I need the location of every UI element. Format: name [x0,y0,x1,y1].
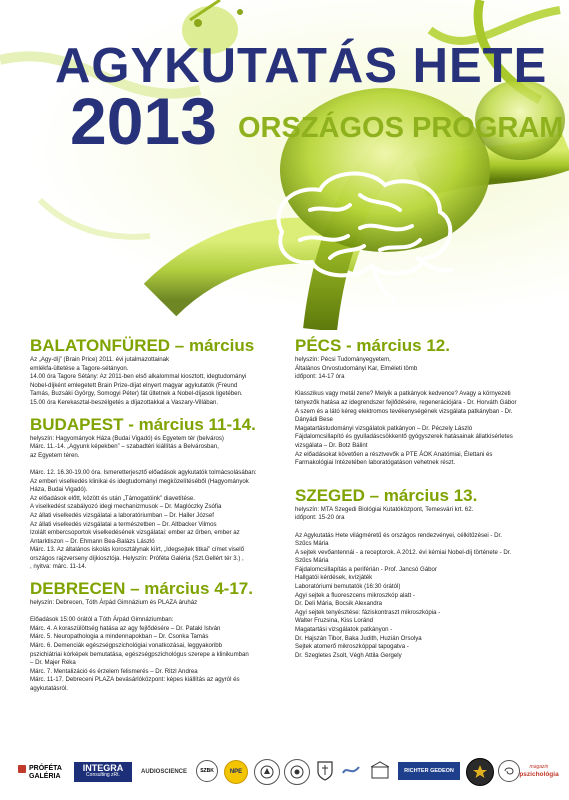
program-section-szeged [295,486,545,661]
program-line: 14.00 óra Tagore Sétány: Az 2011-ben első alkalommal kiosztott, idegtudományi [30,373,247,381]
program-line: Hallgatói kérdések, kvízjáték [295,574,373,582]
program-line: Klasszikus vagy metál zene? Melyik a patkányok kedvence? Avagy a környezeti [295,390,511,398]
richter-gedeon-logo [398,762,460,780]
program-line: Laboratóriumi bemutatók (16:30 órától) [295,583,401,591]
program-line: Agyi sejtek tenyésztése: fáziskontraszt mikroszkópia - [295,608,441,616]
program-line: Márc. 6. Demenciák egészségpszichológiai vonatkozásai, leggyakoribb [30,642,223,650]
program-line: Tamás, Buzsáki György, Somogyi Péter) fát ültetnek a Nobel-díjasok ligetében. [30,390,243,398]
program-section-balatonfured [30,336,278,408]
program-line: Fájdalomcsillapítás a periférián - Prof. Jancsó Gábor [295,565,437,573]
program-line: Magatartástudományi vizsgálatok patkányon – Dr. Péczely László [295,424,473,432]
program-line: emlékfa-ültetése a Tagore-sétányon. [30,364,129,372]
organization-logo [340,760,362,782]
logo-text: GALÉRIA [29,772,61,780]
logo-text: pszichológia [519,771,559,778]
logo-text: NPE [229,768,243,775]
seal-logo [254,759,280,785]
program-line: Dányádi Bese [295,416,333,424]
program-section-budapest [30,415,278,573]
program-line: tényezők hatása az idegrendszer fejlődésére, regenerációjára - Dr. Horváth Gábor [295,398,517,406]
program-line: Háza, Budai Vigadó). [30,486,88,494]
logo-text: magazin [529,764,549,770]
city-heading: DEBRECEN – március 4-17. [30,579,253,599]
program-line: Magatartási vizsgálatok patkányon - [295,626,393,634]
logo-text: PRÓFÉTA [29,765,62,772]
wave-icon [341,761,361,781]
logo-text: AUDIOSCIENCE [140,768,187,775]
program-line: Fájdalomcsillapító és gyulladáscsökkentő gyógyszerek hatásainak állatkísérletes [295,433,513,441]
program-line: vizsgálata – Dr. Botz Bálint [295,441,368,449]
program-line: helyszín: Pécsi Tudományegyetem, [295,356,391,363]
program-line: A sejtek vevőantennái - a receptorok. A 2012. évi kémiai Nobel-díj története - Dr. [295,548,512,556]
program-line: helyszín: Debrecen, Tóth Árpád Gimnázium és PLAZA áruház [30,599,198,607]
program-line: Nobel-díjként emlegetett Brain Prize-díjat elnyert magyar agykutatók (Freund [30,381,238,389]
shield-logo [314,758,336,784]
magazin-pszichologia-logo [519,760,559,782]
program-line: Antarktiszon – Dr. Ehmann Bea-Balázs László [30,537,155,545]
program-line: Az állati viselkedés vizsgálatai a természetben – Dr. Altbacker Vilmos [30,520,217,528]
program-line: Dr. Szegletes Zsolt, Végh Attila Gergely [295,651,402,659]
shield-icon [316,760,334,782]
star-icon [471,763,489,781]
program-line: 15.00 óra Kerekasztal-beszélgetés a díjazottakkal a Vaszary-Villában. [30,398,219,406]
program-line: , nyitva: márc. 11-14. [30,563,87,571]
title-year: 2013 [70,84,217,158]
city-heading: BUDAPEST - március 11-14. [30,414,256,434]
program-section-debrecen [30,579,278,694]
logo-text: SZBK [200,767,214,774]
program-line: időpont: 14-17 óra [295,373,345,381]
program-line: agykutatásról. [30,685,68,692]
program-line [30,460,278,469]
program-line: időpont: 15-20 óra [295,514,345,522]
program-line: Márc. 12. 16.30-19.00 óra. Ismeretterjesztő előadások agykutatók tolmácsolásában: [30,468,257,476]
program-line: az Egyetem téren. [30,451,80,459]
program-line: Márc. 13. Az általános iskolás korosztálynak kiírt, „Idegsejtek titkai” címet viselő [30,546,245,554]
program-section-pecs [295,336,545,468]
program-line: Az „Agy-díj” (Brain Price) 2011. évi jutalmazottainak [30,356,170,363]
badge-logo [466,758,494,786]
logo-mark-icon [18,765,26,773]
program-line [295,523,545,532]
program-line: Márc. 5. Neuropathologia a mindennapokban – Dr. Csonka Tamás [30,633,209,641]
program-line: Izolált embercsoportok viselkedésének vizsgálatai: ember az űrben, ember az [30,529,240,537]
program-line: Márc. 7. Mentalizáció és érzelem felismerés – Dr. Ritzl Andrea [30,667,198,675]
left-column [30,336,278,694]
program-line: A szem és a látó kéreg elektromos tevékenységének vizsgálata patkányban - Dr. [295,407,513,415]
program-line: Márc. 4. A koraszülöttség hatása az agy fejlődésére – Dr. Pataki István [30,624,221,632]
page-title: AGYKUTATÁS HETE [55,39,548,93]
program-line: pszichiátriai kórképek bemutatása, egészségpszichológus szerepe a klinikumban [30,650,249,658]
program-line: Az állati viselkedés vizsgálatai a laboratóriumban – Dr. Haller József [30,511,214,519]
program-line [295,382,545,391]
audioscience-logo [138,760,190,784]
city-heading: PÉCS - március 12. [295,336,450,355]
logo-text: Consulting zRt. [86,772,120,778]
logo-text: RICHTER GEDEON [404,767,454,774]
crest-icon [259,764,275,780]
institute-logo [368,760,392,782]
loop-icon [502,764,516,778]
program-line [30,608,278,617]
program-line: Sejtek atomerő mikroszkóppal tapogatva - [295,643,409,651]
program-line: Előadások 15:00 órától a Tóth Árpád Gimnáziumban: [30,616,174,624]
program-line: országos rajzverseny díjkiosztója. Helyszín: Próféta Galéria (Szt.Gellért tér 3.) , [30,554,244,562]
program-line: Szűcs Mária [295,540,329,548]
program-line: helyszín: MTA Szegedi Biológiai Kutatóközpont, Temesvári krt. 62. [295,505,474,513]
sponsor-logos [18,752,559,792]
program-line: Az emberi viselkedés klinikai és idegtudományi megközelítéséből (Hagyományok [30,477,249,485]
city-heading: BALATONFÜRED – március [30,336,255,355]
szbk-logo [196,760,218,782]
program-line: Farmakológiai Intézetében laboratógatáson vehetnek részt. [295,459,456,467]
npe-logo [224,760,248,784]
city-heading: SZEGED – március 13. [295,485,478,505]
program-line: Márc. 11-17. Debreceni PLAZA bevásárlóközpont: képes kiállítás az agyról és [30,676,240,684]
program-line: Agyi sejtek a fluoreszcens mikroszkóp alatt - [295,591,415,599]
program-line: – Dr. Majer Réka [30,659,76,667]
right-column [295,336,545,660]
program-line: Az előadások előtt, között és után „Támogatóink” diavetítése. [30,494,195,502]
integra-logo [74,762,132,782]
circle-logo [498,760,520,782]
program-line: Általános Orvostudományi Kar, Elméleti tömb [295,364,418,372]
profeta-galeria-logo [18,760,64,784]
building-icon [369,761,391,781]
logo-text: INTEGRA [82,763,124,773]
program-line: Az előadásokat követően a résztvevők a PTE ÁOK Anatómiai, Élettani és [295,450,493,458]
university-seal-logo [284,759,310,785]
header-artwork [0,0,569,330]
program-line: Szűcs Mária [295,557,329,565]
program-line: Walter Fruzsina, Kiss Loránd [295,617,374,625]
program-line: Dr. Deli Mária, Bocsik Alexandra [295,600,383,608]
program-line: A viselkedést szabályozó idegi mechanizmusok – Dr. Maglóczky Zsófia [30,503,222,511]
program-line: Az Agykutatás Hete világméretű és országos rendezvényei, célkitűzései - Dr. [295,531,502,539]
title-subtitle: ORSZÁGOS PROGRAM [238,112,564,144]
program-line: helyszín: Hagyományok Háza (Budai Vigadó) és Egyetem tér (belváros) [30,434,224,442]
crest-icon [289,764,305,780]
program-line: Dr. Hajszán Tibor, Baka Judith, Huzián Orsolya [295,634,422,642]
program-line: Márc. 11.-14. „Agyunk képekben” – szabadtéri kiállítás a Belvárosban, [30,443,219,451]
